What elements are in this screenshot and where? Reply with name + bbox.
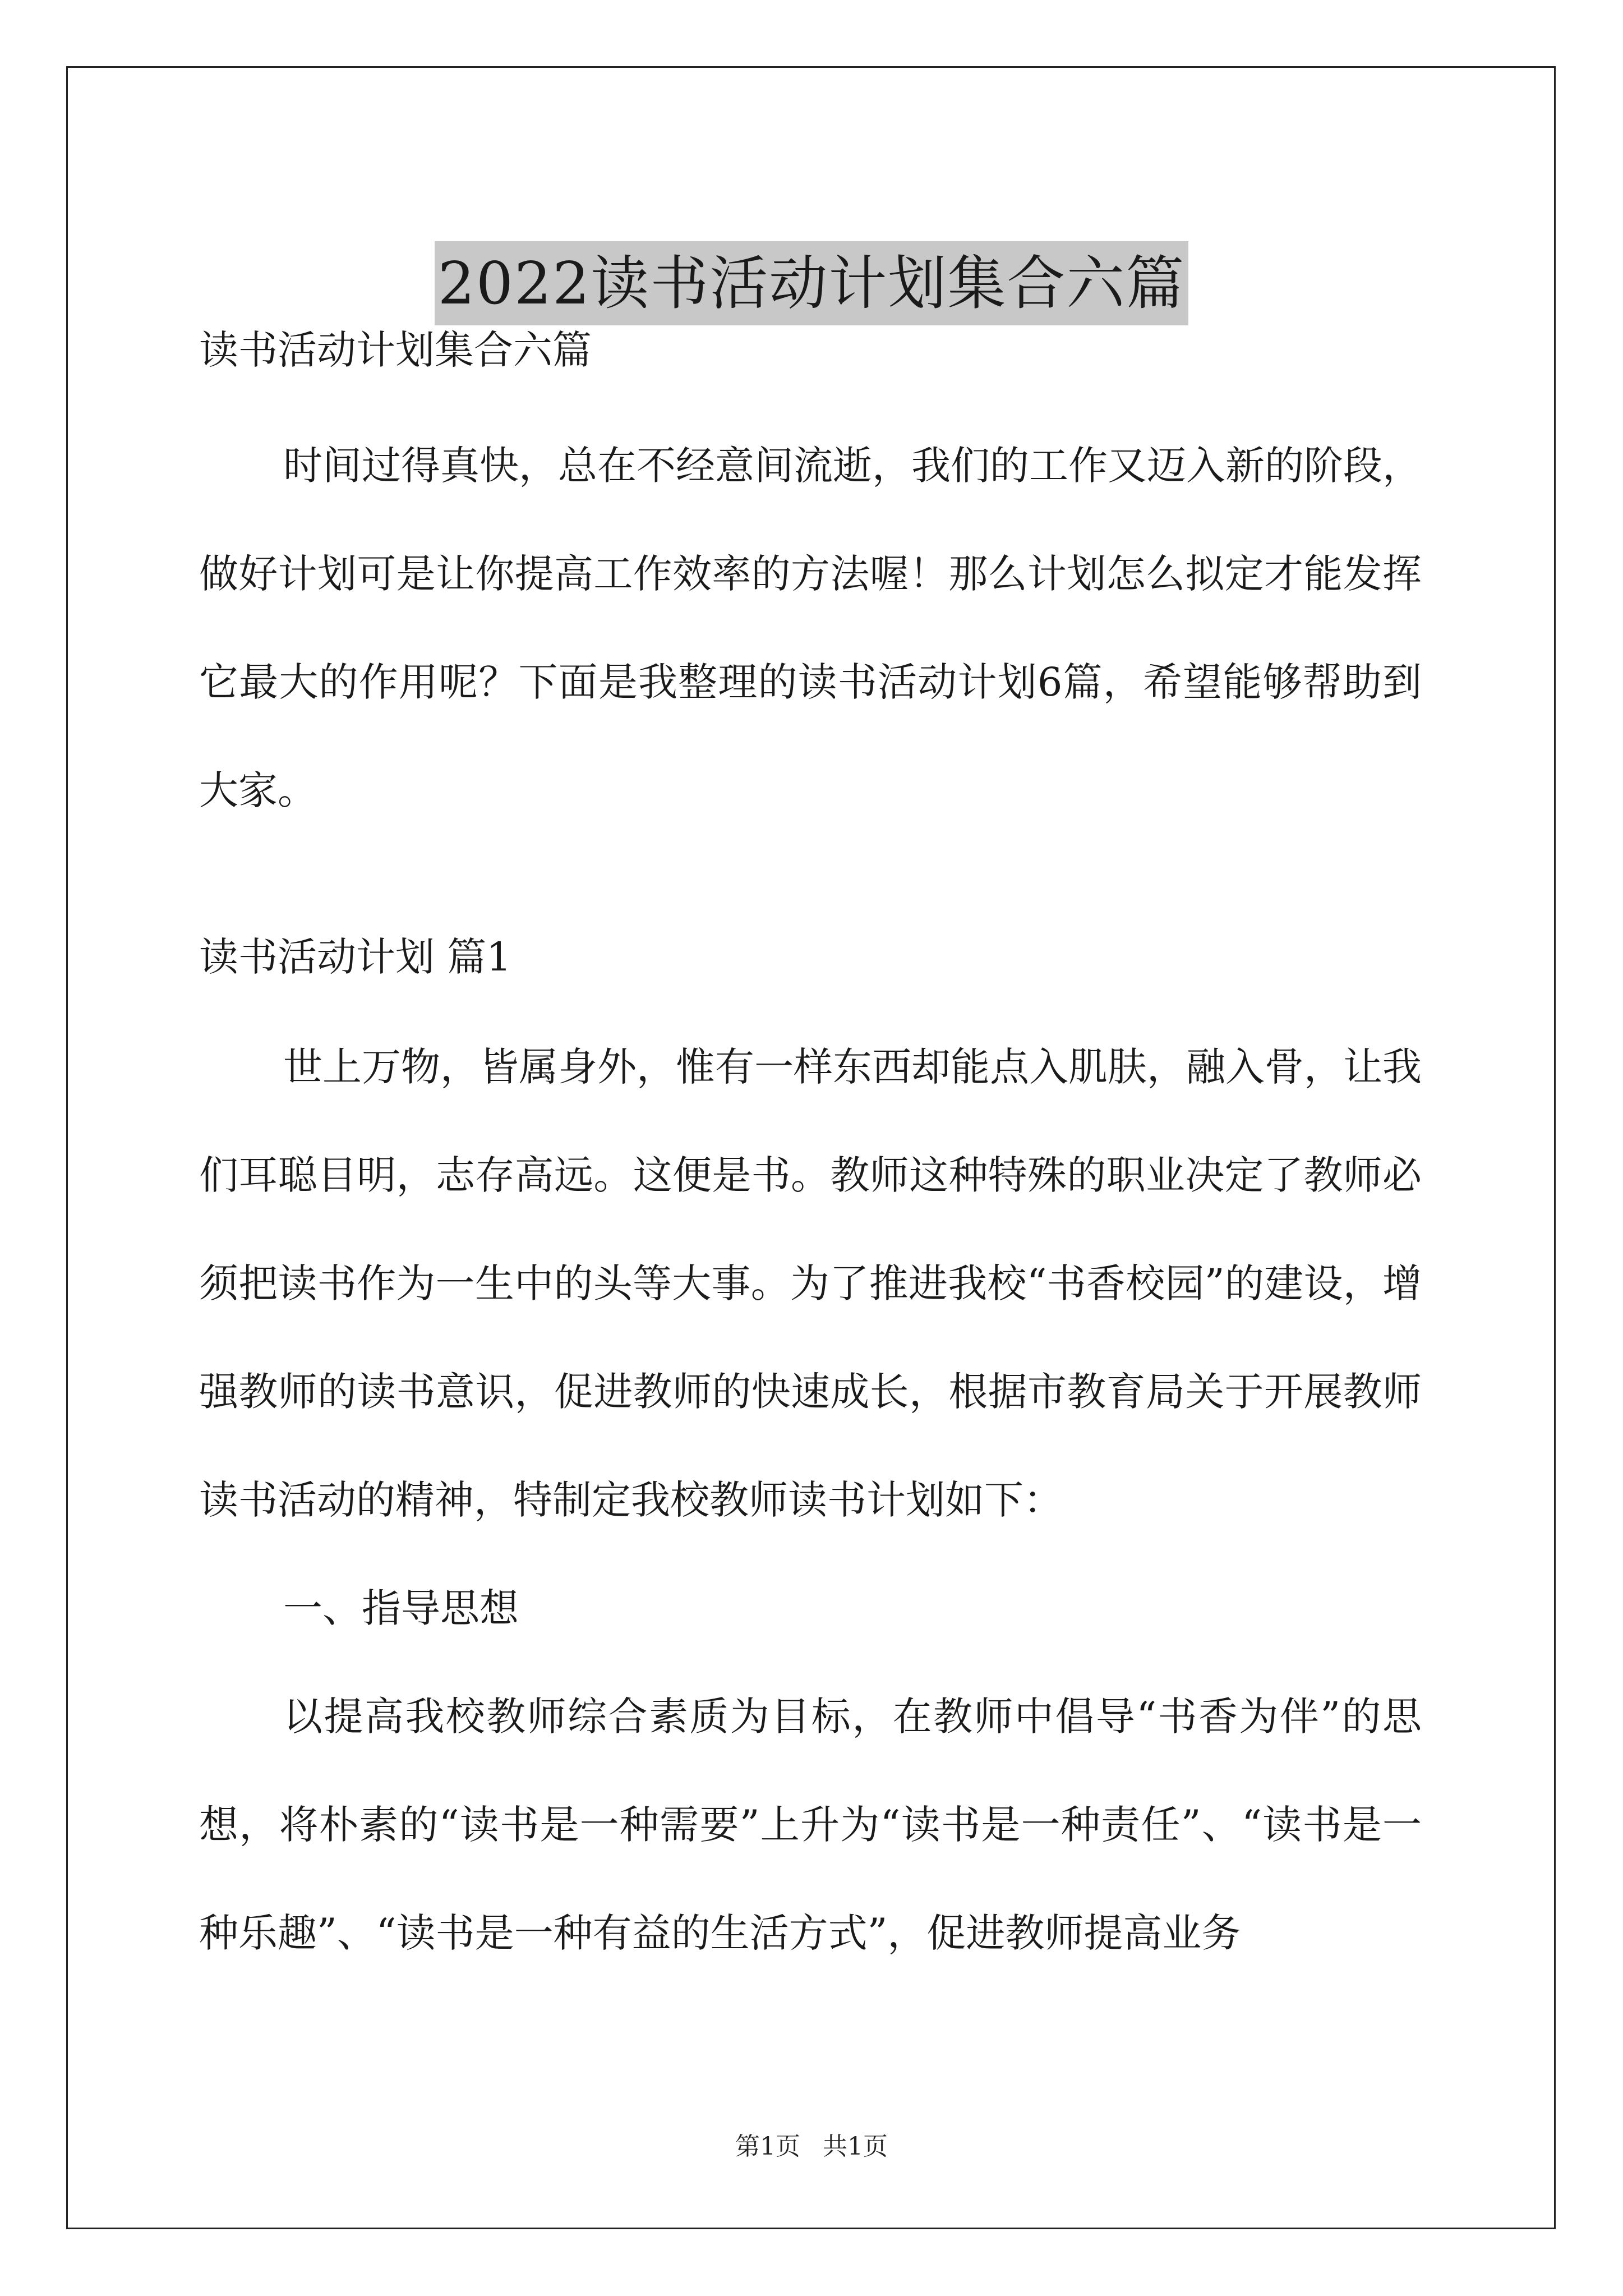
section1-subheading: 一、指导思想 xyxy=(283,1585,519,1631)
document-title: 2022读书活动计划集合六篇 xyxy=(435,241,1189,325)
intro-paragraph: 时间过得真快，总在不经意间流逝，我们的工作又迈入新的阶段，做好计划可是让你提高工作效率的方法喔！那么计划怎么拟定才能发挥它最大的作用呢？下面是我整理的读书活动计划6篇，希望能够帮助到大家。 xyxy=(199,443,1422,813)
section1-paragraph-2: 以提高我校教师综合素质为目标，在教师中倡导“书香为伴”的思想，将朴素的“读书是一种需要”上升为“读书是一种责任”、“读书是一种乐趣”、“读书是一种有益的生活方式”，促进教师提高业务 xyxy=(199,1694,1422,1956)
document-body xyxy=(199,303,1422,1987)
section1-paragraph: 世上万物，皆属身外，惟有一样东西却能点入肌肤，融入骨，让我们耳聪目明，志存高远。这便是书。教师这种特殊的职业决定了教师必须把读书作为一生中的头等大事。为了推进我校“书香校园”的建设，增强教师的读书意识，促进教师的快速成长，根据市教育局关于开展教师读书活动的精神，特制定我校教师读书计划如下： xyxy=(199,1044,1422,1523)
section-gap xyxy=(199,845,1422,930)
page-footer xyxy=(0,2126,1623,2162)
page-total: 共1页 xyxy=(823,2132,888,2161)
page-number: 第1页 xyxy=(735,2132,800,2161)
document-subtitle: 读书活动计划集合六篇 xyxy=(199,327,592,373)
section-heading: 读书活动计划 篇1 xyxy=(199,934,511,980)
